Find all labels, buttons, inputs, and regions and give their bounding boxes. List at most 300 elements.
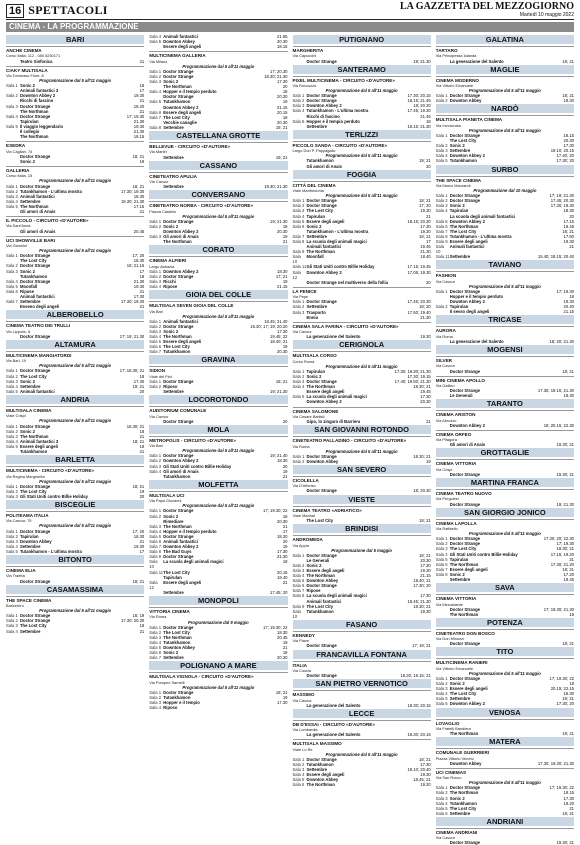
film-title: Tapirulan [20, 533, 39, 539]
screen-label: Sala 1 [149, 378, 162, 384]
film-title: Animali fantastici 3 [20, 438, 59, 444]
cinema-name: CINEMA ELIA [6, 566, 144, 573]
showtime-row [149, 44, 287, 49]
film-title: Downton Abbey [449, 98, 482, 104]
screen-label: Sala 4 [292, 213, 305, 219]
screen-label: Sala 1 [149, 268, 162, 274]
showtime-row [149, 705, 287, 710]
showtime-row [149, 389, 287, 394]
showtimes: 19.30 [420, 228, 431, 234]
screen-label: Sala 1 [292, 93, 305, 99]
showtimes: 21 [139, 628, 145, 634]
screen-label: Sala 4 [6, 628, 18, 634]
film-title: Animali fantastici [20, 193, 55, 199]
screen-label: Sala 2 [6, 373, 18, 379]
cinema-address: Viale Manfredonia [292, 188, 324, 194]
screen-label [6, 134, 20, 139]
cinema-address: Largo Don P. Pappagallo [292, 148, 336, 154]
showtimes: 18; 20; 21.30 [549, 338, 574, 344]
film-title: Sonic 2 [449, 571, 465, 577]
cinema-address: Via Roccuzzo [292, 83, 317, 88]
film-title: Settembre [449, 254, 471, 260]
showtime-row [149, 655, 287, 660]
screen-label: Sala 2 [292, 373, 305, 379]
screen-label: Sala 2 [292, 203, 305, 209]
showtimes: 19.20 [420, 782, 431, 788]
showtimes: 21 [282, 473, 288, 479]
cinema-address: Via Mercadante [435, 601, 463, 607]
showtimes: 18; 21 [275, 378, 288, 384]
cinema-address: Viale Lo Re [292, 746, 313, 752]
screen-label: Sala 4 [149, 705, 162, 711]
showtimes: 17.30 [420, 223, 431, 229]
film-title: Doctor Strange [163, 73, 194, 79]
screen-label: Sala 5 [6, 388, 18, 394]
showtimes: 18; 20.15; 22.30 [543, 422, 574, 428]
showtimes: 18; 21 [419, 233, 431, 239]
screen-label [293, 59, 307, 64]
showtimes: 17; 21 [275, 273, 288, 279]
film-title: La scuola degli animali magici [163, 559, 224, 565]
showtimes: 18; 21 [562, 93, 574, 99]
film-title: Animali fantastici [449, 244, 485, 250]
screen-label: Sala 1 [6, 423, 18, 429]
film-title: Doctor Strange [306, 673, 337, 678]
cinema-name: ITALIA [293, 661, 431, 668]
showtimes: 17.30; 19.30; 21.30 [394, 368, 431, 374]
film-title: Doctor Strange [163, 554, 194, 560]
film-title: Ricchi di fascino [20, 98, 54, 104]
screen-label [436, 472, 450, 477]
screen-label [293, 518, 307, 523]
screen-label: Sala 5 [149, 644, 162, 650]
cinema-address: Via Cavour [149, 413, 169, 419]
cinema-address: Via Piave [292, 638, 309, 644]
screen-label: Sala 8 [292, 238, 305, 244]
film-title: Settembre [163, 389, 184, 395]
film-title: Doctor Strange [449, 471, 480, 477]
showtimes: 21 [139, 208, 145, 214]
showtime-row [149, 590, 287, 595]
city-heading: SANTERAMO [293, 65, 431, 74]
screen-label [293, 280, 307, 285]
screen-label [293, 334, 307, 339]
programme-note: Programmazione dal 5 all'11 maggio [39, 523, 112, 529]
film-title: Sonic 2 [163, 328, 179, 334]
showtime-row [6, 134, 144, 139]
programme-note: Programmazione dal 5 all'11 maggio [182, 684, 255, 690]
screen-label: Sala 2 [6, 488, 18, 494]
film-title: Trasporto [306, 309, 326, 315]
film-title: The Lost City [449, 228, 477, 234]
city-heading: MATERA [436, 737, 574, 746]
showtime-row [6, 334, 144, 339]
film-title: Downton Abbey [449, 760, 482, 766]
showtimes: 19.45 [563, 577, 574, 582]
screen-label: Sala 1 [292, 368, 305, 374]
showtimes: 18.15 [563, 790, 574, 796]
showtimes: 17; 19.30 [126, 113, 145, 119]
screen-label [436, 369, 450, 374]
cinema-address: Via Martiri [149, 149, 167, 155]
showtime-row [6, 549, 144, 554]
cinema-name: MULTICINEMA - CIRCUITO «D'AUTORE» [6, 466, 144, 473]
film-title: Tutankhamon [163, 694, 191, 700]
film-title: Tutankhamon [163, 639, 191, 645]
showtimes: 17.30; 20 [556, 158, 574, 164]
cinema-address: Via Pergolesi [435, 496, 459, 502]
showtime-row [149, 474, 287, 479]
film-title: The Northman [449, 611, 479, 617]
showtimes: 18 [282, 89, 288, 95]
screen-label: Sala 4 [435, 208, 448, 214]
showtimes: 18 [139, 83, 145, 89]
showtimes: 20.30 [563, 138, 574, 144]
showtimes: 17.30; 20; 22.30 [543, 536, 574, 542]
screen-label [436, 423, 450, 428]
city-heading: BRINDISI [293, 524, 431, 533]
film-title: Essere degli angeli [20, 443, 58, 449]
showtimes: 17; 20 [132, 528, 145, 534]
showtimes: 21 [569, 805, 574, 811]
screen-label: Sala 1 [292, 552, 305, 558]
showtimes: 19.20 [563, 800, 574, 806]
film-title: Animali fantastici [163, 318, 198, 324]
showtimes: 18; 21 [562, 641, 574, 647]
showtimes: 21 [569, 244, 574, 250]
film-title: Gli amori di Anais [20, 228, 56, 234]
screen-label: Sala 2 [292, 761, 305, 767]
film-title: Doctor Strange [20, 528, 51, 534]
showtimes: 18.30 [563, 393, 574, 399]
programme-note: Programmazione dal 5 all'11 maggio [39, 363, 112, 369]
film-title: Doctor Strange [449, 93, 480, 99]
city-heading: ALTAMURA [6, 340, 144, 349]
film-title: Tutankhamon [449, 158, 477, 164]
film-title: The Northman [20, 203, 49, 209]
showtimes: 19.30 [133, 283, 145, 289]
showtime-row [293, 643, 431, 648]
screen-label: Sala 5 [149, 99, 162, 105]
showtimes: 17.30; 21.20 [550, 561, 574, 567]
showtimes: 17.30; 19.30; 21.30 [537, 760, 574, 766]
showtimes: 19.10; 20.15 [550, 148, 574, 154]
city-heading: MONOPOLI [149, 596, 287, 605]
screen-label: Sala 5 [6, 123, 18, 129]
cinema-address: Via Roma [292, 443, 310, 449]
screen-label: Sala 4 [435, 800, 448, 806]
showtime-row [149, 559, 287, 569]
showtimes: 19.30 [420, 334, 431, 340]
programme-note: Programmazione dal 5 all'11 maggio [468, 127, 541, 133]
film-title: Downton Abbey [20, 538, 52, 544]
city-heading: ALBEROBELLO [6, 310, 144, 319]
screen-label: Sala 5 [435, 696, 448, 702]
film-title: Hopper e il tempio perduto [449, 294, 504, 300]
showtimes: 18.10; 20.40 [407, 767, 431, 773]
film-title: Le Generali [449, 393, 473, 399]
film-title: Downton Abbey [163, 644, 195, 650]
showtimes: 21.15 [420, 573, 431, 579]
screen-label: Sala 6 [149, 538, 162, 544]
cinema-name: MULTICINEMA RANIERI [436, 658, 574, 665]
film-title: Doctor Strange [449, 641, 480, 647]
cinema-address: Via Tommaso Fiore, 8 [6, 73, 44, 78]
showtimes: 17.45; 20.30 [407, 299, 431, 305]
showtimes: 19; 21.30 [270, 389, 288, 395]
showtimes: 19 [282, 639, 288, 645]
showtime-row [293, 254, 431, 264]
screen-label: Sala 7 [292, 588, 305, 594]
city-heading: CONVERSANO [149, 190, 287, 199]
showtimes: 18; 21 [562, 228, 574, 234]
showtimes: 19 [282, 99, 288, 105]
showtimes: 20 [426, 163, 431, 169]
screen-label: Sala 4 [149, 34, 162, 39]
showtimes: 18 [282, 223, 288, 229]
listing-column-4 [435, 34, 574, 845]
film-title: Settembre [163, 184, 184, 190]
film-title: Settembre [449, 696, 471, 702]
showtimes: 21 [139, 108, 145, 114]
showtimes: 18; 21 [132, 578, 145, 584]
showtimes: 18.30; 20.15 [407, 732, 431, 738]
screen-label: Sala 4 [6, 543, 18, 549]
cinema-name: CITTÀ DEL CINEMA [293, 181, 431, 188]
film-title: Doctor Strange [306, 583, 337, 589]
screen-label: Sala 9 [149, 554, 162, 560]
screen-label: Sala 1 [435, 675, 448, 681]
showtimes: 17; 18.30; 21 [119, 368, 145, 374]
showtime-row [293, 270, 431, 280]
cinema-name: MASSIMO [293, 690, 431, 697]
film-title: La generazione del Salento [306, 732, 361, 738]
showtimes: 18 [282, 114, 288, 120]
film-title: Riposo [163, 383, 178, 389]
showtimes: 21 [139, 433, 145, 439]
cinema-address: Corso Italia, 112 - 080.5230171 [6, 53, 61, 59]
screen-label: Sala 3 [6, 103, 18, 109]
cinema-name: MINI CINEMA APOLLO [436, 376, 574, 383]
showtimes: 18.30; 21 [556, 471, 574, 477]
film-title: La generazione del Salento [449, 338, 504, 344]
film-title: Doctor Strange [163, 323, 194, 329]
screen-label [293, 419, 307, 424]
city-heading: MOLFETTA [149, 480, 287, 489]
film-title: Animali fantastici [306, 598, 342, 604]
showtimes: 18; 21 [275, 689, 288, 695]
screen-label: Sala 5 [292, 578, 305, 584]
screen-label [436, 612, 450, 617]
showtimes: 18.30; 21.30 [264, 73, 288, 79]
screen-label: Sala 2 [435, 198, 448, 204]
city-heading: SAN SEVERO [293, 465, 431, 474]
showtimes: 18; 21 [562, 58, 574, 64]
cinema-address: Baricentro [6, 603, 24, 609]
cinema-name: DB D'ESSAI - CIRCUITO «D'AUTORE» [293, 720, 431, 727]
screen-label: Sala 6 [435, 810, 448, 816]
film-title: Downton Abbey 2 [163, 458, 199, 464]
showtimes: 18; 21 [562, 368, 574, 374]
showtime-row [6, 304, 144, 309]
showtimes: 18; 21 [419, 552, 431, 558]
film-title: Settembre [163, 589, 184, 595]
cinema-name: IL PICCOLO - CIRCUITO «D'AUTORE» [6, 216, 144, 223]
city-heading: CERIGNOLA [293, 340, 431, 349]
film-title: Tutankhamon [449, 800, 477, 806]
showtimes: 17.05; 19.30 [407, 269, 431, 275]
cinema-address: Via Cavour, 75 [6, 518, 32, 524]
showtimes: 18 [282, 559, 288, 565]
film-title: Downton Abbey 2 [449, 153, 485, 159]
showtime-row [436, 577, 574, 582]
film-title: Doctor Strange [449, 193, 480, 199]
screen-label [149, 389, 163, 394]
screen-label: Sala 12 [292, 269, 301, 280]
showtimes: 21 [282, 644, 288, 650]
film-title: Tapirulan [449, 208, 469, 214]
showtimes: 19.45 [563, 223, 574, 229]
film-title: The Northman [163, 523, 192, 529]
cinema-address: Largo Abbazia [149, 263, 175, 269]
screen-label: Sala 1 [6, 368, 18, 374]
screen-label: Sala 4 [6, 198, 18, 204]
screen-label: Sala 5 [435, 218, 448, 224]
showtimes: 21 [139, 538, 145, 544]
film-title: Doctor Strange [20, 278, 51, 284]
cinema-name: MULTISALA SEVEN GIOIA DEL COLLE [149, 301, 287, 308]
film-title: Doctor Strange [449, 388, 480, 394]
showtimes: 20.15 [277, 569, 288, 575]
showtimes: 17.30 [563, 795, 574, 801]
cinema-address: Via Marco Maurandi [435, 182, 471, 188]
city-heading: SAVA [436, 583, 574, 592]
film-title: Downton Abbey [306, 777, 339, 783]
showtimes: 19; 21 [275, 124, 288, 130]
cinema-address: Via Bari [149, 443, 163, 449]
cinema-name: MULTICINEMA MANGIATORDI [6, 351, 144, 358]
cinema-name: ANCHE CINEMA [6, 46, 144, 53]
film-title: The Northman [449, 561, 479, 567]
film-title: Doctor Strange [163, 273, 194, 279]
page-number: 16 [6, 4, 24, 18]
cinema-address: Via Vittorio Emanuele [435, 665, 474, 671]
city-heading: ANDRIANI [436, 817, 574, 826]
showtimes: 17.15; 19.20 [550, 551, 574, 557]
film-title: Downton Abbey 2 [306, 269, 342, 275]
showtimes: 21 [569, 556, 574, 562]
screen-label: Sala 1 [292, 198, 305, 204]
film-title: Tapirulan [20, 118, 39, 124]
film-title: Downton Abbey [163, 39, 195, 45]
cinema-name: CIAKY MULTISALA [6, 66, 144, 73]
city-heading: BARI [6, 35, 144, 44]
film-title: Sonic 2 [20, 378, 35, 384]
showtimes: 19.30 [420, 208, 431, 214]
film-title: Sonic 2 [20, 428, 35, 434]
screen-label: Sala 1 [6, 483, 18, 489]
film-title: Doctor Strange [163, 533, 194, 539]
showtimes: 18.45; 21.40 [264, 318, 288, 324]
screen-label [6, 304, 20, 309]
screen-label: Sala 2 [149, 383, 162, 389]
screen-label: Sala 2 [6, 533, 18, 539]
film-title: Doctor Strange [306, 756, 337, 762]
film-title: Sonic 2 [449, 203, 465, 209]
showtimes: 20 [282, 463, 288, 469]
city-heading: BARLETTA [6, 455, 144, 464]
city-heading: CORATO [149, 245, 287, 254]
cinema-name: CICOLELLA [293, 476, 431, 483]
showtimes: 18; 20.20 [413, 103, 431, 109]
film-title: Settembre [20, 543, 41, 549]
film-title: The Lost City [449, 805, 477, 811]
cinema-name: AURORA [436, 326, 574, 333]
film-title: The Lost City [163, 344, 190, 350]
city-heading: CASTELLANA GROTTE [149, 131, 287, 140]
showtimes: 17; 19; 21.30 [119, 333, 145, 339]
showtimes: 18 [139, 428, 145, 434]
showtimes: 20.30 [277, 349, 288, 355]
showtimes: 20.30 [420, 399, 431, 405]
cinema-name: CINEMA VITTORIA [436, 594, 574, 601]
cinema-name: AUDITORIUM COMUNALE [149, 406, 287, 413]
showtimes: 17.15 [133, 203, 145, 209]
film-title: Gli amori di Anais [20, 208, 56, 214]
showtime-row [293, 315, 431, 320]
showtimes: 19; 21.30 [413, 58, 431, 64]
showtimes: 17.30 [420, 761, 431, 767]
film-title: Doctor Strange [306, 299, 337, 305]
screen-label: Sala 4 [149, 334, 162, 339]
showtimes: 19.30 [563, 98, 574, 104]
screen-label: Sala 8 [435, 233, 448, 239]
programme-note: Programmazione dal 5 all'11 maggio [39, 248, 112, 254]
showtime-row [293, 459, 431, 464]
showtimes: 17.30 [133, 378, 145, 384]
film-title: Doctor Strange [449, 368, 480, 374]
showtimes: 18.30; 19.15; 21 [400, 673, 431, 678]
cinema-name: CINEMA SALOMONE [293, 407, 431, 414]
city-heading: GRAVINA [149, 355, 287, 364]
screen-label [293, 488, 307, 493]
showtimes: 18; 21 [419, 198, 431, 204]
film-title: Tutankhamon - L'ultima mostra [20, 188, 82, 194]
film-title: Animali fantastici [163, 34, 198, 39]
showtimes: 19; 21 [275, 154, 288, 160]
cinema-name: MULTISALA CORSO [293, 351, 431, 358]
showtimes: 18.30 [277, 268, 288, 274]
screen-label: Sala 8 [435, 571, 448, 577]
showtimes: 20.30 [277, 94, 288, 100]
film-title: Animali fantastici 3 [20, 88, 59, 94]
showtimes: 17.45; 19.30 [407, 108, 431, 114]
showtimes: 19.30 [133, 543, 145, 549]
film-title: Doctor Strange [20, 153, 51, 159]
cinema-address: Via Cavour [435, 278, 455, 284]
showtimes: 19.40 [277, 574, 288, 580]
showtimes: 18.30 [277, 458, 288, 464]
screen-label: Sala 3 [6, 268, 18, 274]
showtime-row [293, 782, 431, 787]
showtimes: 18.30; 21 [413, 384, 431, 390]
screen-label [293, 399, 307, 404]
showtimes: 17.30 [277, 79, 288, 85]
cinema-address: Via Crispi [435, 466, 453, 472]
showtimes: 19.30; 21.30 [120, 198, 145, 204]
film-title: Moonfall [20, 283, 38, 289]
film-title: The Lost City [163, 114, 190, 120]
